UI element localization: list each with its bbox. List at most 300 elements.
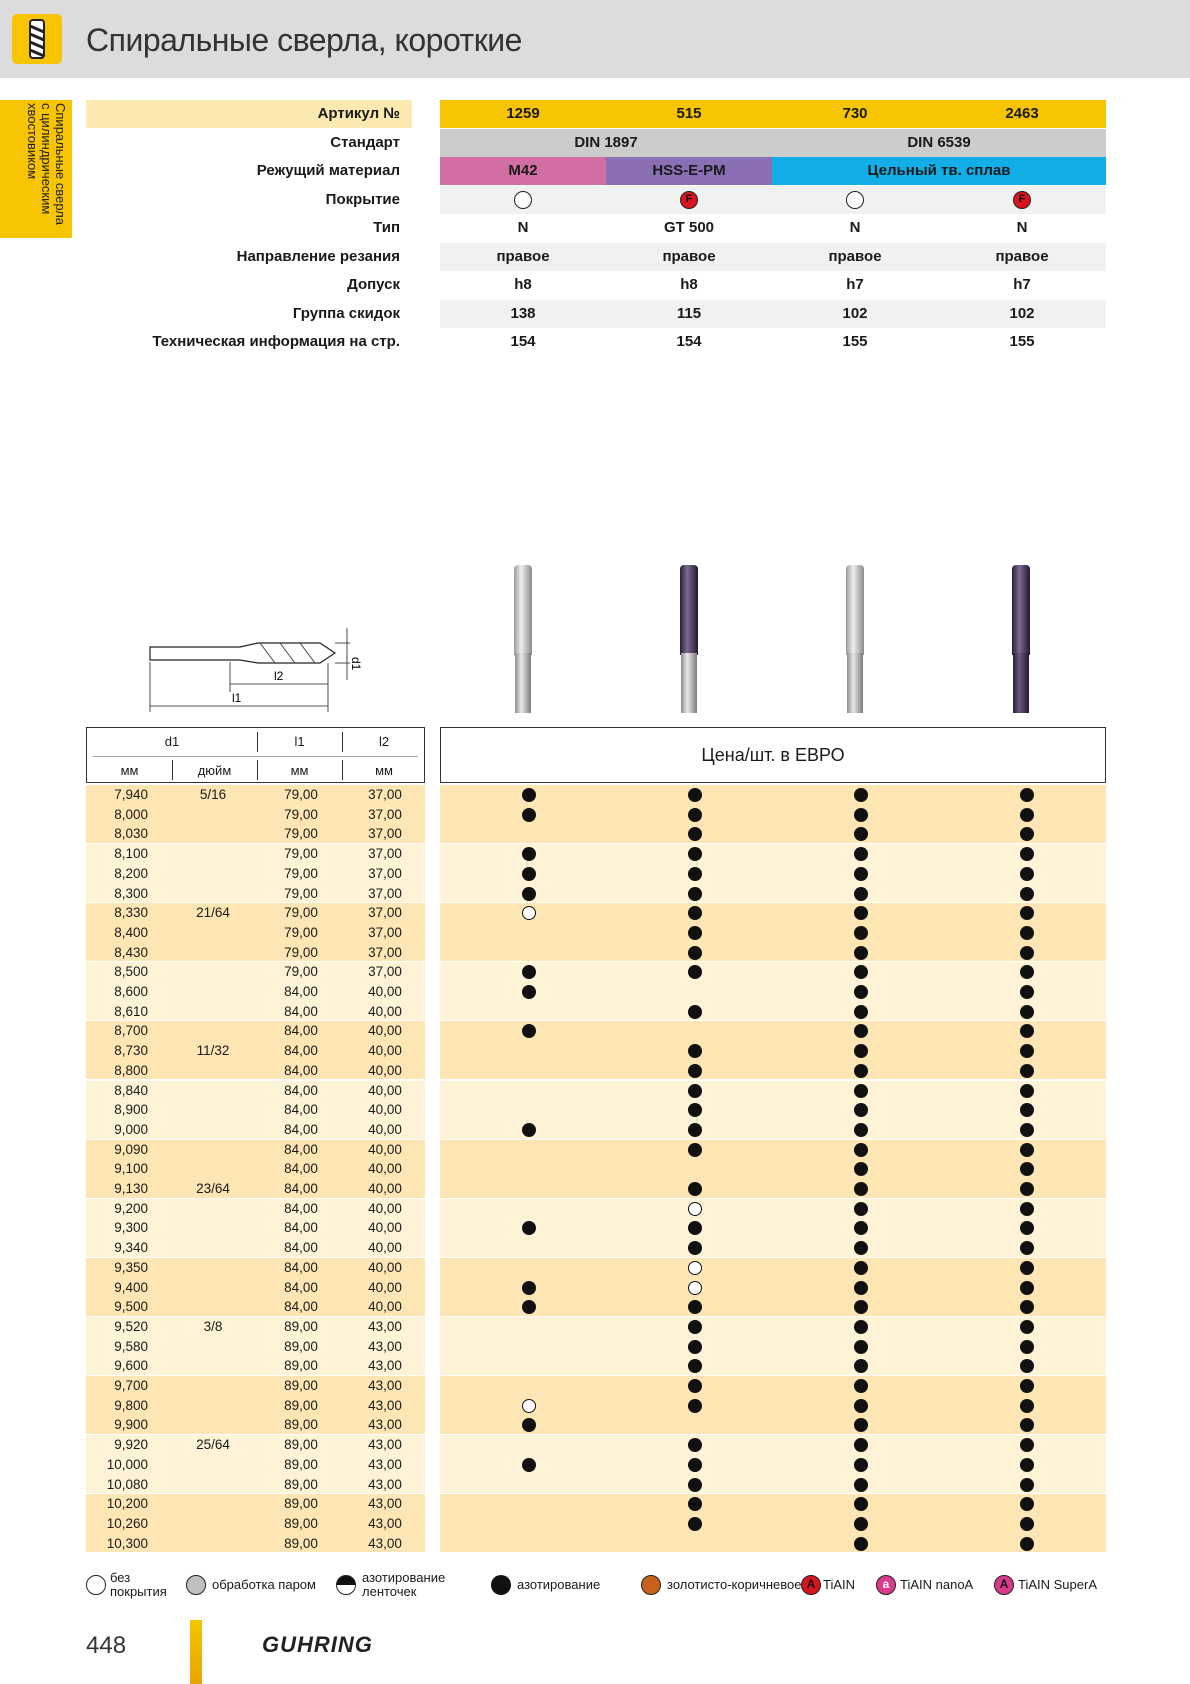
cell-l2: 37,00 <box>368 846 402 862</box>
availability-icon <box>854 926 868 940</box>
cell-l2: 37,00 <box>368 924 402 940</box>
cell-l2: 40,00 <box>368 1220 402 1236</box>
availability-icon <box>854 1005 868 1019</box>
header-l1: l1 <box>294 734 305 749</box>
header-l2: l2 <box>378 734 390 749</box>
cell-d1: 8,200 <box>114 865 148 881</box>
header-inch: дюйм <box>197 763 232 778</box>
availability-icon <box>854 985 868 999</box>
cell-d1: 9,000 <box>114 1121 148 1137</box>
availability-icon <box>1020 808 1034 822</box>
spec-row-label: Техническая информация на стр. <box>152 333 400 350</box>
cell-inch <box>178 884 248 904</box>
legend-label: азотирование <box>517 1577 601 1592</box>
availability-icon <box>1020 1261 1034 1275</box>
availability-icon <box>688 1340 702 1354</box>
cell-l1: 84,00 <box>284 1082 318 1098</box>
diagram-l2-label: l2 <box>274 669 284 683</box>
availability-icon <box>1020 926 1034 940</box>
drill-bit-icon <box>12 14 62 64</box>
coating-legend <box>86 1570 1106 1600</box>
cell-l2: 43,00 <box>368 1535 402 1551</box>
legend-black-icon <box>491 1575 511 1595</box>
availability-open-icon <box>688 1202 702 1216</box>
header-mm: мм <box>120 763 139 778</box>
spec-row <box>86 186 1106 214</box>
availability-icon <box>1020 1399 1034 1413</box>
legend-label: азотирование ленточек <box>362 1570 446 1599</box>
cell-inch <box>178 1100 248 1120</box>
spec-cell: 155 <box>842 333 868 350</box>
price-header <box>440 727 1106 783</box>
cell-inch <box>178 1258 248 1278</box>
cell-l1: 84,00 <box>284 1240 318 1256</box>
spec-row <box>86 100 1106 128</box>
cell-inch <box>178 805 248 825</box>
cell-l1: 79,00 <box>284 846 318 862</box>
cell-l2: 40,00 <box>368 1082 402 1098</box>
cell-l2: 43,00 <box>368 1318 402 1334</box>
drill-image-730 <box>846 565 864 713</box>
cell-d1: 9,350 <box>114 1259 148 1275</box>
coating-f-icon: F <box>1013 191 1031 209</box>
availability-icon <box>854 1537 868 1551</box>
cell-inch <box>178 923 248 943</box>
cell-l2: 37,00 <box>368 964 402 980</box>
cell-inch <box>178 1337 248 1357</box>
spec-cell: правое <box>995 247 1049 265</box>
cell-l2: 40,00 <box>368 1181 402 1196</box>
cell-d1: 8,030 <box>114 826 148 842</box>
cell-l2: 40,00 <box>368 1023 402 1039</box>
page-title: Спиральные сверла, короткие <box>86 22 522 58</box>
cell-l2: 40,00 <box>368 1259 402 1275</box>
cell-l1: 84,00 <box>284 1121 318 1137</box>
availability-icon <box>688 1478 702 1492</box>
cell-d1: 8,610 <box>114 1003 148 1019</box>
drill-image-515 <box>680 565 698 713</box>
cell-d1: 8,400 <box>114 924 148 940</box>
availability-icon <box>688 788 702 802</box>
section-tab <box>0 100 72 238</box>
availability-icon <box>854 946 868 960</box>
coating-none-icon <box>846 191 864 209</box>
spec-row-label: Артикул № <box>86 100 412 128</box>
spec-cell: 155 <box>1009 333 1035 350</box>
availability-icon <box>854 1261 868 1275</box>
availability-icon <box>688 887 702 901</box>
spec-row <box>86 328 1106 356</box>
cell-inch <box>178 824 248 844</box>
cell-d1: 10,000 <box>106 1456 148 1472</box>
header-mm-l1: мм <box>290 763 309 778</box>
cell-inch: 25/64 <box>196 1437 230 1453</box>
row-group-right <box>440 785 1106 843</box>
cell-l2: 40,00 <box>368 1161 402 1177</box>
cell-d1: 7,940 <box>114 787 148 802</box>
section-tab-line: с цилиндрическим <box>39 103 54 215</box>
cell-inch <box>178 1455 248 1475</box>
availability-icon <box>854 1044 868 1058</box>
availability-icon <box>522 1458 536 1472</box>
spec-cell: правое <box>662 247 716 265</box>
cell-l2: 37,00 <box>368 944 402 960</box>
cell-l2: 40,00 <box>368 1121 402 1137</box>
legend-label: TiAIN <box>823 1577 856 1592</box>
availability-icon <box>854 1517 868 1531</box>
cell-inch <box>178 943 248 963</box>
cell-l1: 84,00 <box>284 1003 318 1019</box>
cell-d1: 9,580 <box>114 1338 148 1354</box>
cell-l2: 40,00 <box>368 1299 402 1315</box>
legend-label: обработка паром <box>212 1577 316 1592</box>
availability-icon <box>1020 887 1034 901</box>
cell-d1: 8,840 <box>114 1082 148 1098</box>
availability-icon <box>854 1438 868 1452</box>
cell-l2: 43,00 <box>368 1417 402 1433</box>
cell-l1: 79,00 <box>284 826 318 842</box>
cell-d1: 8,900 <box>114 1102 148 1118</box>
cell-l1: 84,00 <box>284 1181 318 1196</box>
cell-inch <box>178 1514 248 1534</box>
cell-l1: 84,00 <box>284 1023 318 1039</box>
cell-l2: 43,00 <box>368 1437 402 1453</box>
availability-icon <box>1020 1202 1034 1216</box>
cell-d1: 10,200 <box>106 1496 148 1512</box>
cell-inch: 21/64 <box>196 905 230 921</box>
cell-inch <box>178 1376 248 1396</box>
cell-d1: 9,100 <box>114 1161 148 1177</box>
spec-row <box>86 129 1106 157</box>
cell-l1: 84,00 <box>284 1102 318 1118</box>
cell-inch <box>178 982 248 1002</box>
spec-row <box>86 271 1106 299</box>
legend-steam-icon <box>186 1575 206 1595</box>
cell-d1: 10,300 <box>106 1535 148 1551</box>
page-number: 448 <box>86 1632 127 1659</box>
availability-icon <box>688 867 702 881</box>
cell-d1: 9,700 <box>114 1378 148 1393</box>
cell-l2: 40,00 <box>368 1062 402 1078</box>
cell-l1: 84,00 <box>284 1299 318 1315</box>
cell-l2: 37,00 <box>368 826 402 842</box>
legend-gold-icon <box>641 1575 661 1595</box>
cell-inch <box>178 1475 248 1495</box>
cell-l2: 43,00 <box>368 1397 402 1413</box>
row-group-right <box>440 1435 1106 1493</box>
availability-icon <box>854 1123 868 1137</box>
cell-l2: 37,00 <box>368 885 402 901</box>
cell-inch <box>178 844 248 864</box>
spec-cell: N <box>849 219 861 236</box>
legend-none-icon <box>86 1575 106 1595</box>
cell-d1: 8,100 <box>114 846 148 862</box>
cell-l1: 89,00 <box>284 1417 318 1433</box>
cell-inch: 3/8 <box>203 1318 223 1334</box>
spec-row-stripe <box>440 186 1106 214</box>
cell-d1: 8,600 <box>114 984 148 999</box>
availability-icon <box>854 867 868 881</box>
availability-icon <box>522 847 536 861</box>
availability-icon <box>1020 946 1034 960</box>
cell-l1: 79,00 <box>284 787 318 802</box>
spec-cell: 2463 <box>1005 105 1039 122</box>
row-group-right <box>440 1258 1106 1316</box>
availability-icon <box>1020 1143 1034 1157</box>
cell-d1: 9,800 <box>114 1397 148 1413</box>
availability-icon <box>688 1241 702 1255</box>
cell-l1: 79,00 <box>284 924 318 940</box>
cell-inch <box>178 1120 248 1140</box>
availability-icon <box>1020 1182 1034 1196</box>
spec-cell: правое <box>828 247 882 265</box>
availability-icon <box>688 1005 702 1019</box>
header-mm-l2: мм <box>375 763 393 778</box>
availability-icon <box>854 887 868 901</box>
cell-l2: 40,00 <box>368 1102 402 1118</box>
cell-l2: 37,00 <box>368 865 402 881</box>
cell-l1: 79,00 <box>284 806 318 822</box>
cell-inch <box>178 1081 248 1101</box>
legend-a-icon: a <box>876 1575 896 1595</box>
cell-l2: 43,00 <box>368 1358 402 1374</box>
availability-icon <box>854 1182 868 1196</box>
availability-icon <box>854 1064 868 1078</box>
section-tab-label <box>5 103 67 241</box>
row-group-right <box>440 1317 1106 1375</box>
availability-icon <box>854 1202 868 1216</box>
row-group-right <box>440 1021 1106 1079</box>
cell-inch <box>178 1218 248 1238</box>
cell-l1: 84,00 <box>284 1220 318 1236</box>
cell-l1: 84,00 <box>284 1141 318 1157</box>
spec-cell: h7 <box>1013 276 1031 293</box>
cell-d1: 8,000 <box>114 806 148 822</box>
availability-icon <box>688 1123 702 1137</box>
spec-cell: 138 <box>510 304 536 322</box>
cell-l1: 79,00 <box>284 964 318 980</box>
row-group-right <box>440 903 1106 961</box>
cell-l1: 89,00 <box>284 1476 318 1492</box>
cell-l1: 84,00 <box>284 1200 318 1216</box>
row-group-right <box>440 1199 1106 1257</box>
cell-d1: 9,130 <box>114 1181 148 1196</box>
availability-icon <box>688 1438 702 1452</box>
legend-label: золотисто-коричневое <box>667 1577 802 1592</box>
cell-l2: 43,00 <box>368 1378 402 1393</box>
availability-icon <box>854 847 868 861</box>
row-group-right <box>440 962 1106 1020</box>
cell-l2: 43,00 <box>368 1515 402 1531</box>
cell-l2: 40,00 <box>368 1043 402 1059</box>
availability-icon <box>1020 1458 1034 1472</box>
cell-inch <box>178 1356 248 1376</box>
availability-icon <box>854 1143 868 1157</box>
cell-inch <box>178 1159 248 1179</box>
spec-row <box>86 157 1106 185</box>
cell-inch <box>178 1238 248 1258</box>
availability-icon <box>1020 788 1034 802</box>
availability-icon <box>1020 1438 1034 1452</box>
availability-icon <box>854 808 868 822</box>
cell-l2: 40,00 <box>368 984 402 999</box>
row-group-right <box>440 1494 1106 1552</box>
spec-cell: h8 <box>514 276 532 293</box>
diagram-d1-label: d1 <box>349 657 363 671</box>
cell-l1: 79,00 <box>284 865 318 881</box>
spec-cell: N <box>1016 219 1028 236</box>
spec-row-label: Тип <box>373 219 400 236</box>
cell-l1: 79,00 <box>284 944 318 960</box>
cell-l1: 84,00 <box>284 1279 318 1295</box>
availability-icon <box>854 788 868 802</box>
availability-icon <box>854 1320 868 1334</box>
availability-icon <box>688 1399 702 1413</box>
cell-inch <box>178 1199 248 1219</box>
drill-image-1259 <box>514 565 532 713</box>
availability-icon <box>1020 1340 1034 1354</box>
availability-icon <box>1020 1281 1034 1295</box>
cell-d1: 8,300 <box>114 885 148 901</box>
cell-d1: 9,090 <box>114 1141 148 1157</box>
cell-l1: 84,00 <box>284 984 318 999</box>
availability-icon <box>854 1399 868 1413</box>
cell-l1: 89,00 <box>284 1358 318 1374</box>
spec-row <box>86 214 1106 242</box>
cell-d1: 9,600 <box>114 1358 148 1374</box>
availability-icon <box>688 1084 702 1098</box>
availability-open-icon <box>688 1261 702 1275</box>
cell-inch <box>178 1021 248 1041</box>
spec-cell: h7 <box>846 276 864 293</box>
cell-l2: 43,00 <box>368 1476 402 1492</box>
spec-cell: 102 <box>842 304 868 322</box>
spec-row-label: Покрытие <box>325 190 400 208</box>
drill-image-2463 <box>1012 565 1030 713</box>
availability-icon <box>688 1044 702 1058</box>
availability-icon <box>1020 1517 1034 1531</box>
cell-d1: 9,500 <box>114 1299 148 1315</box>
cell-l1: 89,00 <box>284 1535 318 1551</box>
availability-icon <box>688 1458 702 1472</box>
spec-row <box>86 300 1106 328</box>
cell-d1: 8,500 <box>114 964 148 980</box>
page-header <box>0 0 1190 78</box>
spec-row-label: Направление резания <box>236 247 400 265</box>
cell-l2: 43,00 <box>368 1456 402 1472</box>
cell-l2: 40,00 <box>368 1240 402 1256</box>
cell-inch <box>178 1494 248 1514</box>
row-group-right <box>440 1081 1106 1139</box>
cell-d1: 8,730 <box>114 1043 148 1059</box>
availability-icon <box>854 1379 868 1393</box>
cell-l2: 40,00 <box>368 1279 402 1295</box>
cell-d1: 9,920 <box>114 1437 148 1453</box>
cell-l2: 37,00 <box>368 905 402 921</box>
availability-icon <box>688 847 702 861</box>
spec-cell: DIN 6539 <box>772 129 1106 157</box>
availability-icon <box>1020 1064 1034 1078</box>
spec-cell: 154 <box>676 333 702 350</box>
availability-icon <box>1020 1005 1034 1019</box>
section-tab-line: хвостовиком <box>25 103 40 180</box>
cell-d1: 8,800 <box>114 1062 148 1078</box>
cell-l2: 43,00 <box>368 1496 402 1512</box>
legend-label: TiAIN nanoA <box>900 1577 974 1592</box>
availability-icon <box>688 1379 702 1393</box>
availability-icon <box>688 1143 702 1157</box>
availability-icon <box>688 946 702 960</box>
availability-open-icon <box>522 1399 536 1413</box>
cell-d1: 10,260 <box>106 1515 148 1531</box>
spec-cell: 102 <box>1009 304 1035 322</box>
legend-A2-icon: A <box>994 1575 1014 1595</box>
spec-cell: 730 <box>842 105 868 122</box>
availability-icon <box>1020 1241 1034 1255</box>
availability-icon <box>1020 1044 1034 1058</box>
availability-icon <box>1020 867 1034 881</box>
cell-inch <box>178 1396 248 1416</box>
spec-cell: HSS-E-PM <box>606 157 772 185</box>
availability-icon <box>522 808 536 822</box>
cell-l1: 89,00 <box>284 1318 318 1334</box>
cell-inch <box>178 1297 248 1317</box>
spec-row-label: Допуск <box>347 276 400 293</box>
spec-row <box>86 243 1106 271</box>
spec-cell: 115 <box>676 304 702 322</box>
availability-icon <box>522 1281 536 1295</box>
legend-half-icon <box>336 1575 356 1595</box>
spec-cell: GT 500 <box>663 219 715 236</box>
header-d1: d1 <box>164 734 180 749</box>
cell-l1: 89,00 <box>284 1338 318 1354</box>
row-group-right <box>440 1376 1106 1434</box>
cell-d1: 9,200 <box>114 1200 148 1216</box>
legend-A-icon: A <box>801 1575 821 1595</box>
availability-icon <box>688 1517 702 1531</box>
cell-l2: 43,00 <box>368 1338 402 1354</box>
spec-row-label: Режущий материал <box>256 162 400 179</box>
cell-l1: 84,00 <box>284 1062 318 1078</box>
cell-l1: 89,00 <box>284 1437 318 1453</box>
cell-l1: 79,00 <box>284 905 318 921</box>
brand-logo: GUHRING <box>262 1632 373 1657</box>
row-group-right <box>440 844 1106 902</box>
availability-icon <box>854 1478 868 1492</box>
cell-inch <box>178 1140 248 1160</box>
cell-l1: 84,00 <box>284 1161 318 1177</box>
cell-l1: 89,00 <box>284 1397 318 1413</box>
availability-icon <box>688 1064 702 1078</box>
availability-icon <box>688 1320 702 1334</box>
cell-l1: 84,00 <box>284 1259 318 1275</box>
row-group-right <box>440 1140 1106 1198</box>
availability-icon <box>688 926 702 940</box>
cell-d1: 9,520 <box>114 1318 148 1334</box>
coating-none-icon <box>514 191 532 209</box>
cell-l2: 40,00 <box>368 1200 402 1216</box>
cell-d1: 8,330 <box>114 905 148 921</box>
availability-icon <box>854 1281 868 1295</box>
availability-icon <box>1020 1123 1034 1137</box>
cell-l2: 37,00 <box>368 787 402 802</box>
cell-d1: 9,300 <box>114 1220 148 1236</box>
spec-cell: h8 <box>680 276 698 293</box>
availability-icon <box>854 1340 868 1354</box>
availability-icon <box>688 1182 702 1196</box>
cell-inch <box>178 1061 248 1081</box>
availability-icon <box>522 1123 536 1137</box>
